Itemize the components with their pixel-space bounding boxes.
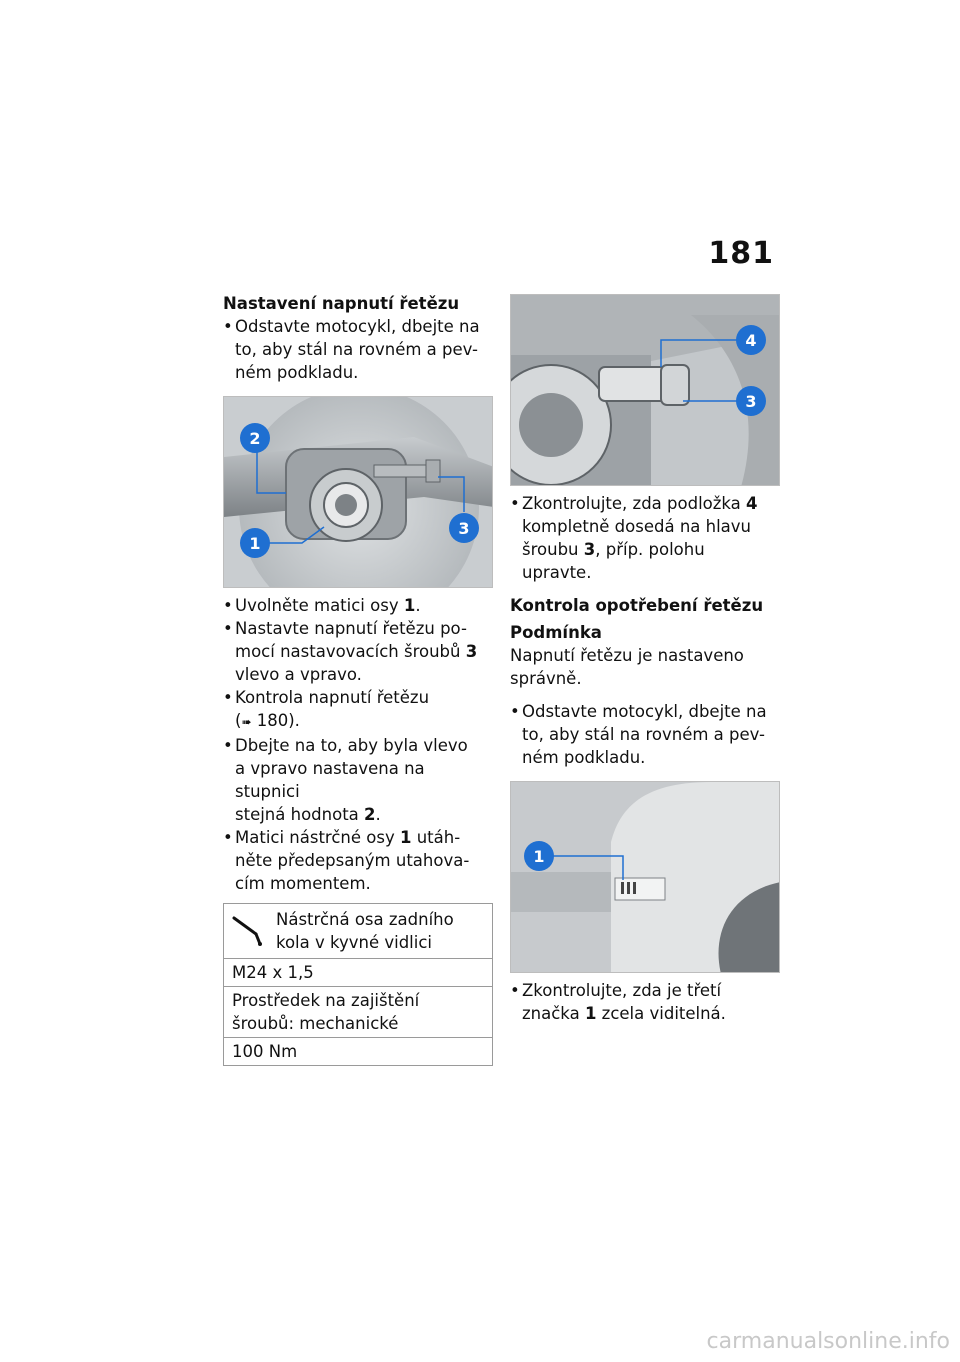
arrow-ref-icon: ➠ [241, 715, 252, 729]
list-item: • Odstavte motocykl, dbejte na to, aby stál na rovném a pev- ném podkladu. [223, 315, 493, 384]
section-heading-chain-tension: Nastavení napnutí řetězu [223, 294, 460, 313]
figure-axle-nut [223, 396, 493, 588]
callout-badge: 1 [533, 847, 545, 866]
page-reference-link[interactable]: (➠ 180). [235, 711, 300, 730]
list-item: • Dbejte na to, aby byla vlevo a vpravo nastavena na stupnici stejná hodnota 2. [223, 734, 493, 826]
callout-badge: 4 [745, 331, 757, 350]
section-heading-chain-wear: Kontrola opotřebení řetězu [510, 596, 764, 615]
spec-thread: M24 x 1,5 [224, 958, 492, 986]
list-item: • Matici nástrčné osy 1 utáh- něte předepsaným utahova- cím momentem. [223, 826, 493, 895]
spec-torque: 100 Nm [224, 1037, 492, 1065]
list-item: • Zkontrolujte, zda podložka 4 kompletně dosedá na hlavu šroubu 3, příp. polohu upravte. [510, 492, 780, 584]
callout-badge: 1 [249, 534, 261, 553]
torque-spec-table: Nástrčná osa zadního kola v kyvné vidlici M24 x 1,5 Prostředek na zajištění šroubů: mechanické 100 Nm [223, 903, 493, 1066]
figure-wear-marks [510, 781, 780, 973]
list-item: • Zkontrolujte, zda je třetí značka 1 zcela viditelná. [510, 979, 780, 1025]
right-column [510, 292, 780, 1025]
list-item: • Kontrola napnutí řetězu (➠ 180). [223, 686, 493, 734]
callout-badge: 3 [458, 519, 470, 538]
list-item: • Odstavte motocykl, dbejte na to, aby stál na rovném a pev- ném podkladu. [510, 700, 780, 769]
wrench-icon [230, 908, 266, 948]
condition-text: Napnutí řetězu je nastaveno správně. [510, 646, 744, 688]
callout-badge: 3 [745, 392, 757, 411]
callout-badge: 2 [249, 429, 261, 448]
subheading-condition: Podmínka [510, 623, 602, 642]
figure-adjuster-screw [510, 294, 780, 486]
list-item: • Nastavte napnutí řetězu po- mocí nastavovacích šroubů 3 vlevo a vpravo. [223, 617, 493, 686]
page-number: 181 [708, 236, 774, 271]
spec-agent: Prostředek na zajištění šroubů: mechanické [224, 986, 492, 1037]
list-item: • Uvolněte matici osy 1. [223, 594, 493, 617]
left-column [223, 292, 493, 1066]
watermark: carmanualsonline.info [706, 1329, 950, 1354]
